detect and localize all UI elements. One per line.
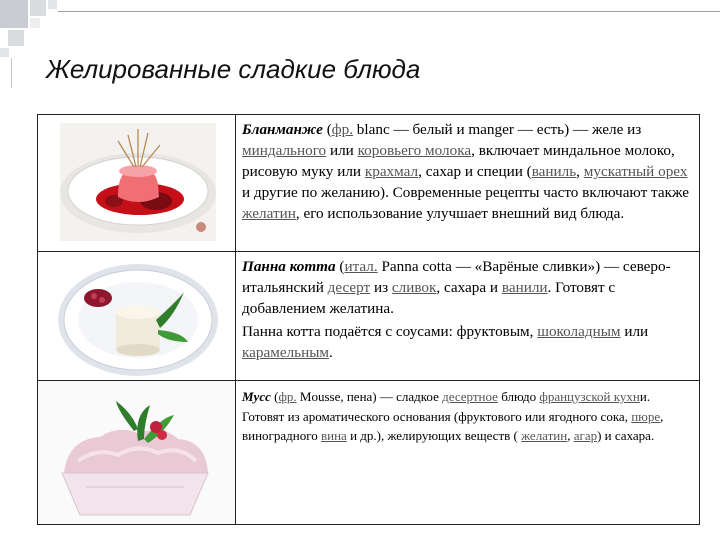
wiki-link[interactable]: миндального <box>242 142 327 159</box>
wiki-link[interactable]: фр. <box>331 121 353 138</box>
body-text: , сахара и <box>436 279 502 296</box>
description-cell <box>236 252 700 381</box>
image-cell <box>38 381 236 525</box>
table-row-mousse <box>38 381 700 525</box>
blancmange-text <box>242 119 691 224</box>
body-text: , виноградного <box>242 408 664 443</box>
body-text: , включает миндальное молоко, рисовую муку или <box>242 142 675 180</box>
corner-square-tiny <box>0 48 9 57</box>
dessert-table <box>37 114 700 525</box>
body-text: и другие по желанию). Современные рецепты часто включают также <box>242 184 689 201</box>
body-text: . Готовят с добавлением желатина. <box>242 279 616 317</box>
body-text: и. Готовят из ароматического основания (фруктового или ягодного сока, <box>242 389 651 424</box>
body-text: Mousse, пена) — сладкое <box>296 389 443 404</box>
body-text: ( <box>335 258 345 275</box>
mousse-photo <box>38 381 235 524</box>
slide-title: Желированные сладкие блюда <box>46 54 421 84</box>
body-text: или <box>326 142 358 159</box>
corner-square-small <box>30 0 46 16</box>
wiki-link[interactable]: сливок <box>391 279 437 296</box>
paragraph <box>242 321 691 363</box>
wiki-link[interactable]: ванили <box>501 279 548 296</box>
wiki-link[interactable]: желатин <box>521 428 568 443</box>
image-cell <box>38 115 236 252</box>
body-text: , сахар и специи ( <box>418 163 532 180</box>
wiki-link[interactable]: пюре <box>631 408 661 424</box>
body-text: . <box>329 344 333 361</box>
term-heading: Мусс <box>242 389 271 404</box>
panna-cotta-text <box>242 256 691 363</box>
body-text: ( <box>270 389 279 404</box>
wiki-link[interactable]: мускатный орех <box>583 163 688 180</box>
body-text: и др.), желирующих веществ ( <box>346 428 522 443</box>
table-row-panna-cotta <box>38 252 700 381</box>
wiki-link[interactable]: карамельным <box>242 344 330 361</box>
wiki-link[interactable]: коровьего молока <box>357 142 472 159</box>
term-heading: Бланманже <box>242 121 323 138</box>
body-text: блюдо <box>497 389 540 404</box>
top-rule <box>58 11 720 12</box>
table-row-blancmange <box>38 115 700 252</box>
corner-square-tiny <box>48 0 57 9</box>
corner-square-small <box>8 30 24 46</box>
corner-square-tiny <box>30 18 40 28</box>
body-text: или <box>620 323 649 340</box>
wiki-link[interactable]: желатин <box>242 205 296 222</box>
left-rule <box>11 58 12 88</box>
corner-square-large <box>0 0 28 28</box>
panna-cotta-photo <box>38 252 235 380</box>
body-text: Panna cotta — «Варёные сливки») — северо-итальянский <box>242 258 671 296</box>
body-text: Панна котта подаётся с соусами: фруктовым, <box>242 323 538 340</box>
wiki-link[interactable]: ваниль <box>531 163 577 180</box>
blancmange-photo <box>38 115 235 251</box>
paragraph <box>242 387 691 446</box>
wiki-link[interactable]: фр. <box>278 389 297 404</box>
body-text: , <box>576 163 584 180</box>
wiki-link[interactable]: десерт <box>327 279 371 296</box>
description-cell <box>236 115 700 252</box>
body-text: , <box>567 428 574 443</box>
wiki-link[interactable]: французской кухн <box>539 389 640 404</box>
wiki-link[interactable]: вина <box>320 428 347 443</box>
image-cell <box>38 252 236 381</box>
wiki-link[interactable]: крахмал <box>364 163 419 180</box>
wiki-link[interactable]: агар <box>573 428 598 443</box>
body-text: ( <box>322 121 332 138</box>
paragraph <box>242 256 691 319</box>
mousse-text <box>242 387 691 446</box>
paragraph <box>242 119 691 224</box>
description-cell <box>236 381 700 525</box>
body-text: ) и сахара. <box>597 428 655 443</box>
wiki-link[interactable]: шоколадным <box>537 323 621 340</box>
term-heading: Панна котта <box>242 258 336 275</box>
body-text: , его использование улучшает внешний вид блюда. <box>295 205 625 222</box>
body-text: из <box>370 279 392 296</box>
body-text: blanc — белый и manger — есть) — желе из <box>353 121 642 138</box>
wiki-link[interactable]: десертное <box>442 389 498 404</box>
wiki-link[interactable]: итал. <box>344 258 378 275</box>
